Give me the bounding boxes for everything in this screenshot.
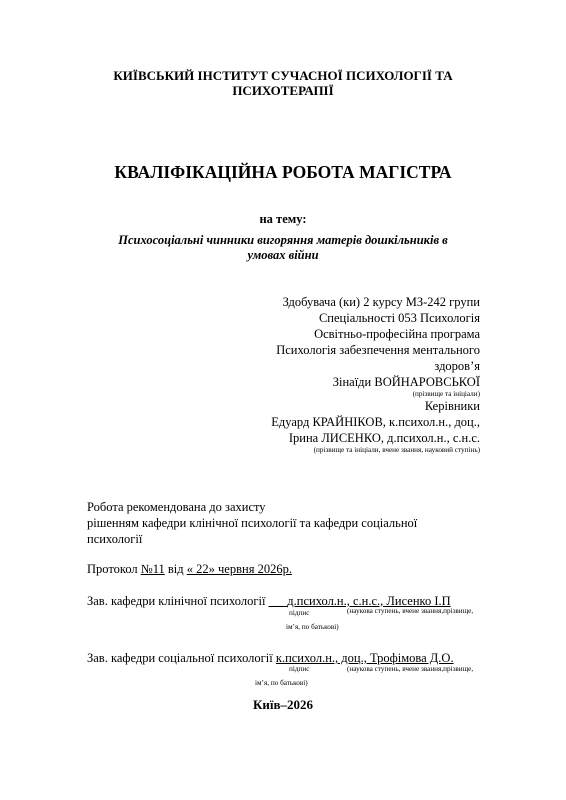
supervisor-1: Едуард КРАЙНІКОВ, к.психол.н., доц.,	[271, 415, 480, 429]
protocol-line	[87, 561, 292, 577]
protocol-number: №11	[140, 562, 165, 576]
student-name-caption: (прізвище та ініціали)	[412, 390, 480, 398]
supervisors-caption: (прізвище та ініціали, вчене звання, науковий ступінь)	[313, 446, 480, 454]
protocol-from: від	[164, 562, 187, 576]
institute-line-1: КИЇВСЬКИЙ ІНСТИТУТ СУЧАСНОЇ ПСИХОЛОГІЇ ТА	[113, 68, 453, 83]
institute-line-2: ПСИХОТЕРАПІЇ	[232, 83, 334, 98]
institute-name	[0, 68, 566, 98]
supervisors-block	[271, 398, 480, 455]
topic-line-2: умовах війни	[247, 248, 319, 262]
head-clinical-info-caption: (наукова ступень, вчене звання,прізвище,	[347, 607, 474, 615]
student-name: Зінаїди ВОЙНАРОВСЬКОЇ	[332, 375, 480, 389]
student-program-name-end: здоров’я	[434, 359, 480, 373]
student-specialty: Спеціальності 053 Психологія	[318, 311, 480, 325]
student-course: Здобувача (ки) 2 курсу МЗ-242 групи	[282, 295, 480, 309]
head-clinical-label: Зав. кафедри клінічної психології	[87, 594, 266, 608]
student-program-label: Освітньо-професійна програма	[314, 327, 480, 341]
student-info	[276, 294, 480, 399]
recommendation-line-3: психології	[87, 532, 143, 546]
topic-label: на тему:	[259, 212, 307, 226]
protocol-prefix: Протокол	[87, 562, 141, 576]
head-social-label: Зав. кафедри соціальної психології	[87, 651, 273, 665]
head-social-line	[87, 650, 454, 666]
head-social-info-caption: (наукова ступень, вчене звання,прізвище,	[347, 665, 474, 673]
recommendation-line-1: Робота рекомендована до захисту	[87, 500, 266, 514]
recommendation-block	[87, 499, 417, 547]
head-clinical-signature-blank: ___	[268, 594, 288, 608]
head-social-sign-caption: підпис	[289, 665, 310, 673]
head-clinical-info-caption-2: ім’я, по батькові)	[286, 623, 339, 631]
document-title: КВАЛІФІКАЦІЙНА РОБОТА МАГІСТРА	[114, 162, 452, 182]
city-year: Київ–2026	[252, 697, 314, 712]
supervisor-2: Ірина ЛИСЕНКО, д.психол.н., с.н.с.	[288, 431, 480, 445]
head-clinical-value: д.психол.н., с.н.с., Лисенко І.П	[287, 594, 451, 608]
supervisors-label: Керівники	[424, 399, 480, 413]
head-social-info-caption-2: ім’я, по батькові)	[255, 679, 308, 687]
head-clinical-sign-caption: підпис	[289, 609, 310, 617]
topic-text	[70, 233, 496, 263]
student-program-name: Психологія забезпечення ментального	[276, 343, 480, 357]
topic-line-1: Психосоціальні чинники вигоряння матерів дошкільників в	[118, 233, 448, 247]
recommendation-line-2: рішенням кафедри клінічної психології та кафедри соціальної	[87, 516, 418, 530]
head-social-value: к.психол.н., доц., Трофімова Д.О.	[275, 651, 454, 665]
protocol-date: « 22» червня 2026р.	[186, 562, 292, 576]
